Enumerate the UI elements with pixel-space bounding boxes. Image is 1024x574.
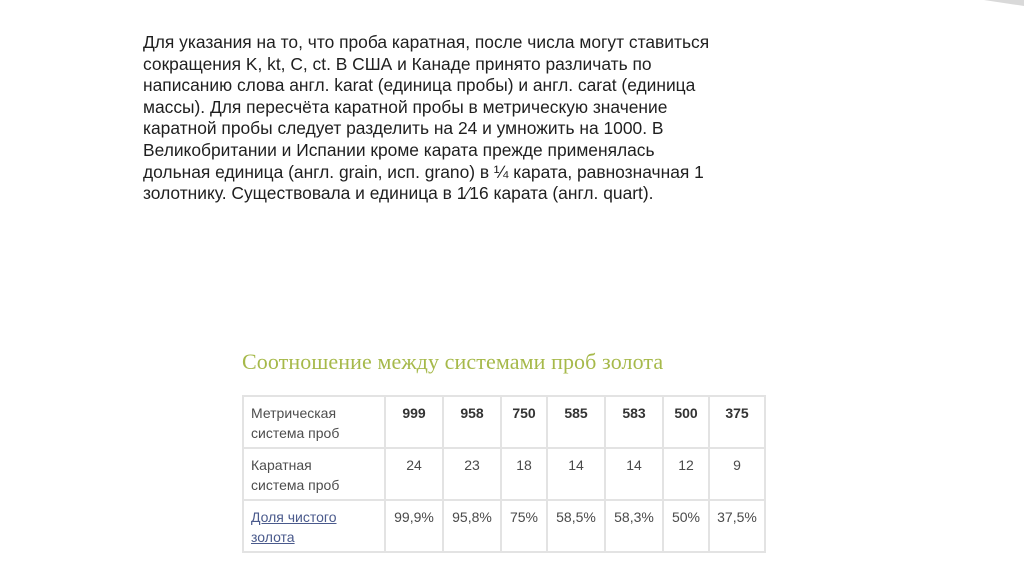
table-cell: 75% [501,500,547,552]
row-label-metric [243,396,385,448]
table-cell: 750 [501,396,547,448]
table-cell: 58,3% [605,500,663,552]
table-cell: 999 [385,396,443,448]
table-cell: 24 [385,448,443,500]
table-cell: 14 [605,448,663,500]
table-row-metric [243,396,765,448]
table-cell: 958 [443,396,501,448]
table-cell: 18 [501,448,547,500]
row-label-text: Метрическая система проб [251,405,340,441]
row-label-carat [243,448,385,500]
pure-gold-share-link[interactable]: Доля чистого золота [251,509,337,545]
table-cell: 12 [663,448,709,500]
row-label-share[interactable] [243,500,385,552]
table-cell: 37,5% [709,500,765,552]
table-cell: 95,8% [443,500,501,552]
body-paragraph: Для указания на то, что проба каратная, после числа могут ставиться сокращения K, kt, C, ct. В США и Канаде принято различать по написанию слова англ. karat (единица пробы) и англ. carat (единица массы). Для пересчёта каратной пробы в метрическую значение каратной пробы следует разделить на 24 и умножить на 1000. В Великобритании и Испании кроме карата прежде применялась дольная единица (англ. grain, исп. grano) в ¼ карата, равнозначная 1 золотнику. Существовала и единица в 1⁄16 карата (англ. quart). [143,32,710,204]
table-cell: 50% [663,500,709,552]
table-cell: 9 [709,448,765,500]
table-title: Соотношение между системами проб золота [242,349,664,374]
table-cell: 23 [443,448,501,500]
corner-decoration [984,0,1024,6]
table-row-carat [243,448,765,500]
table-cell: 585 [547,396,605,448]
table-cell: 14 [547,448,605,500]
table-cell: 99,9% [385,500,443,552]
gold-standards-table [242,395,766,553]
table-cell: 58,5% [547,500,605,552]
table-cell: 583 [605,396,663,448]
table-row-share [243,500,765,552]
table-cell: 375 [709,396,765,448]
table-cell: 500 [663,396,709,448]
row-label-text: Каратная система проб [251,457,340,493]
